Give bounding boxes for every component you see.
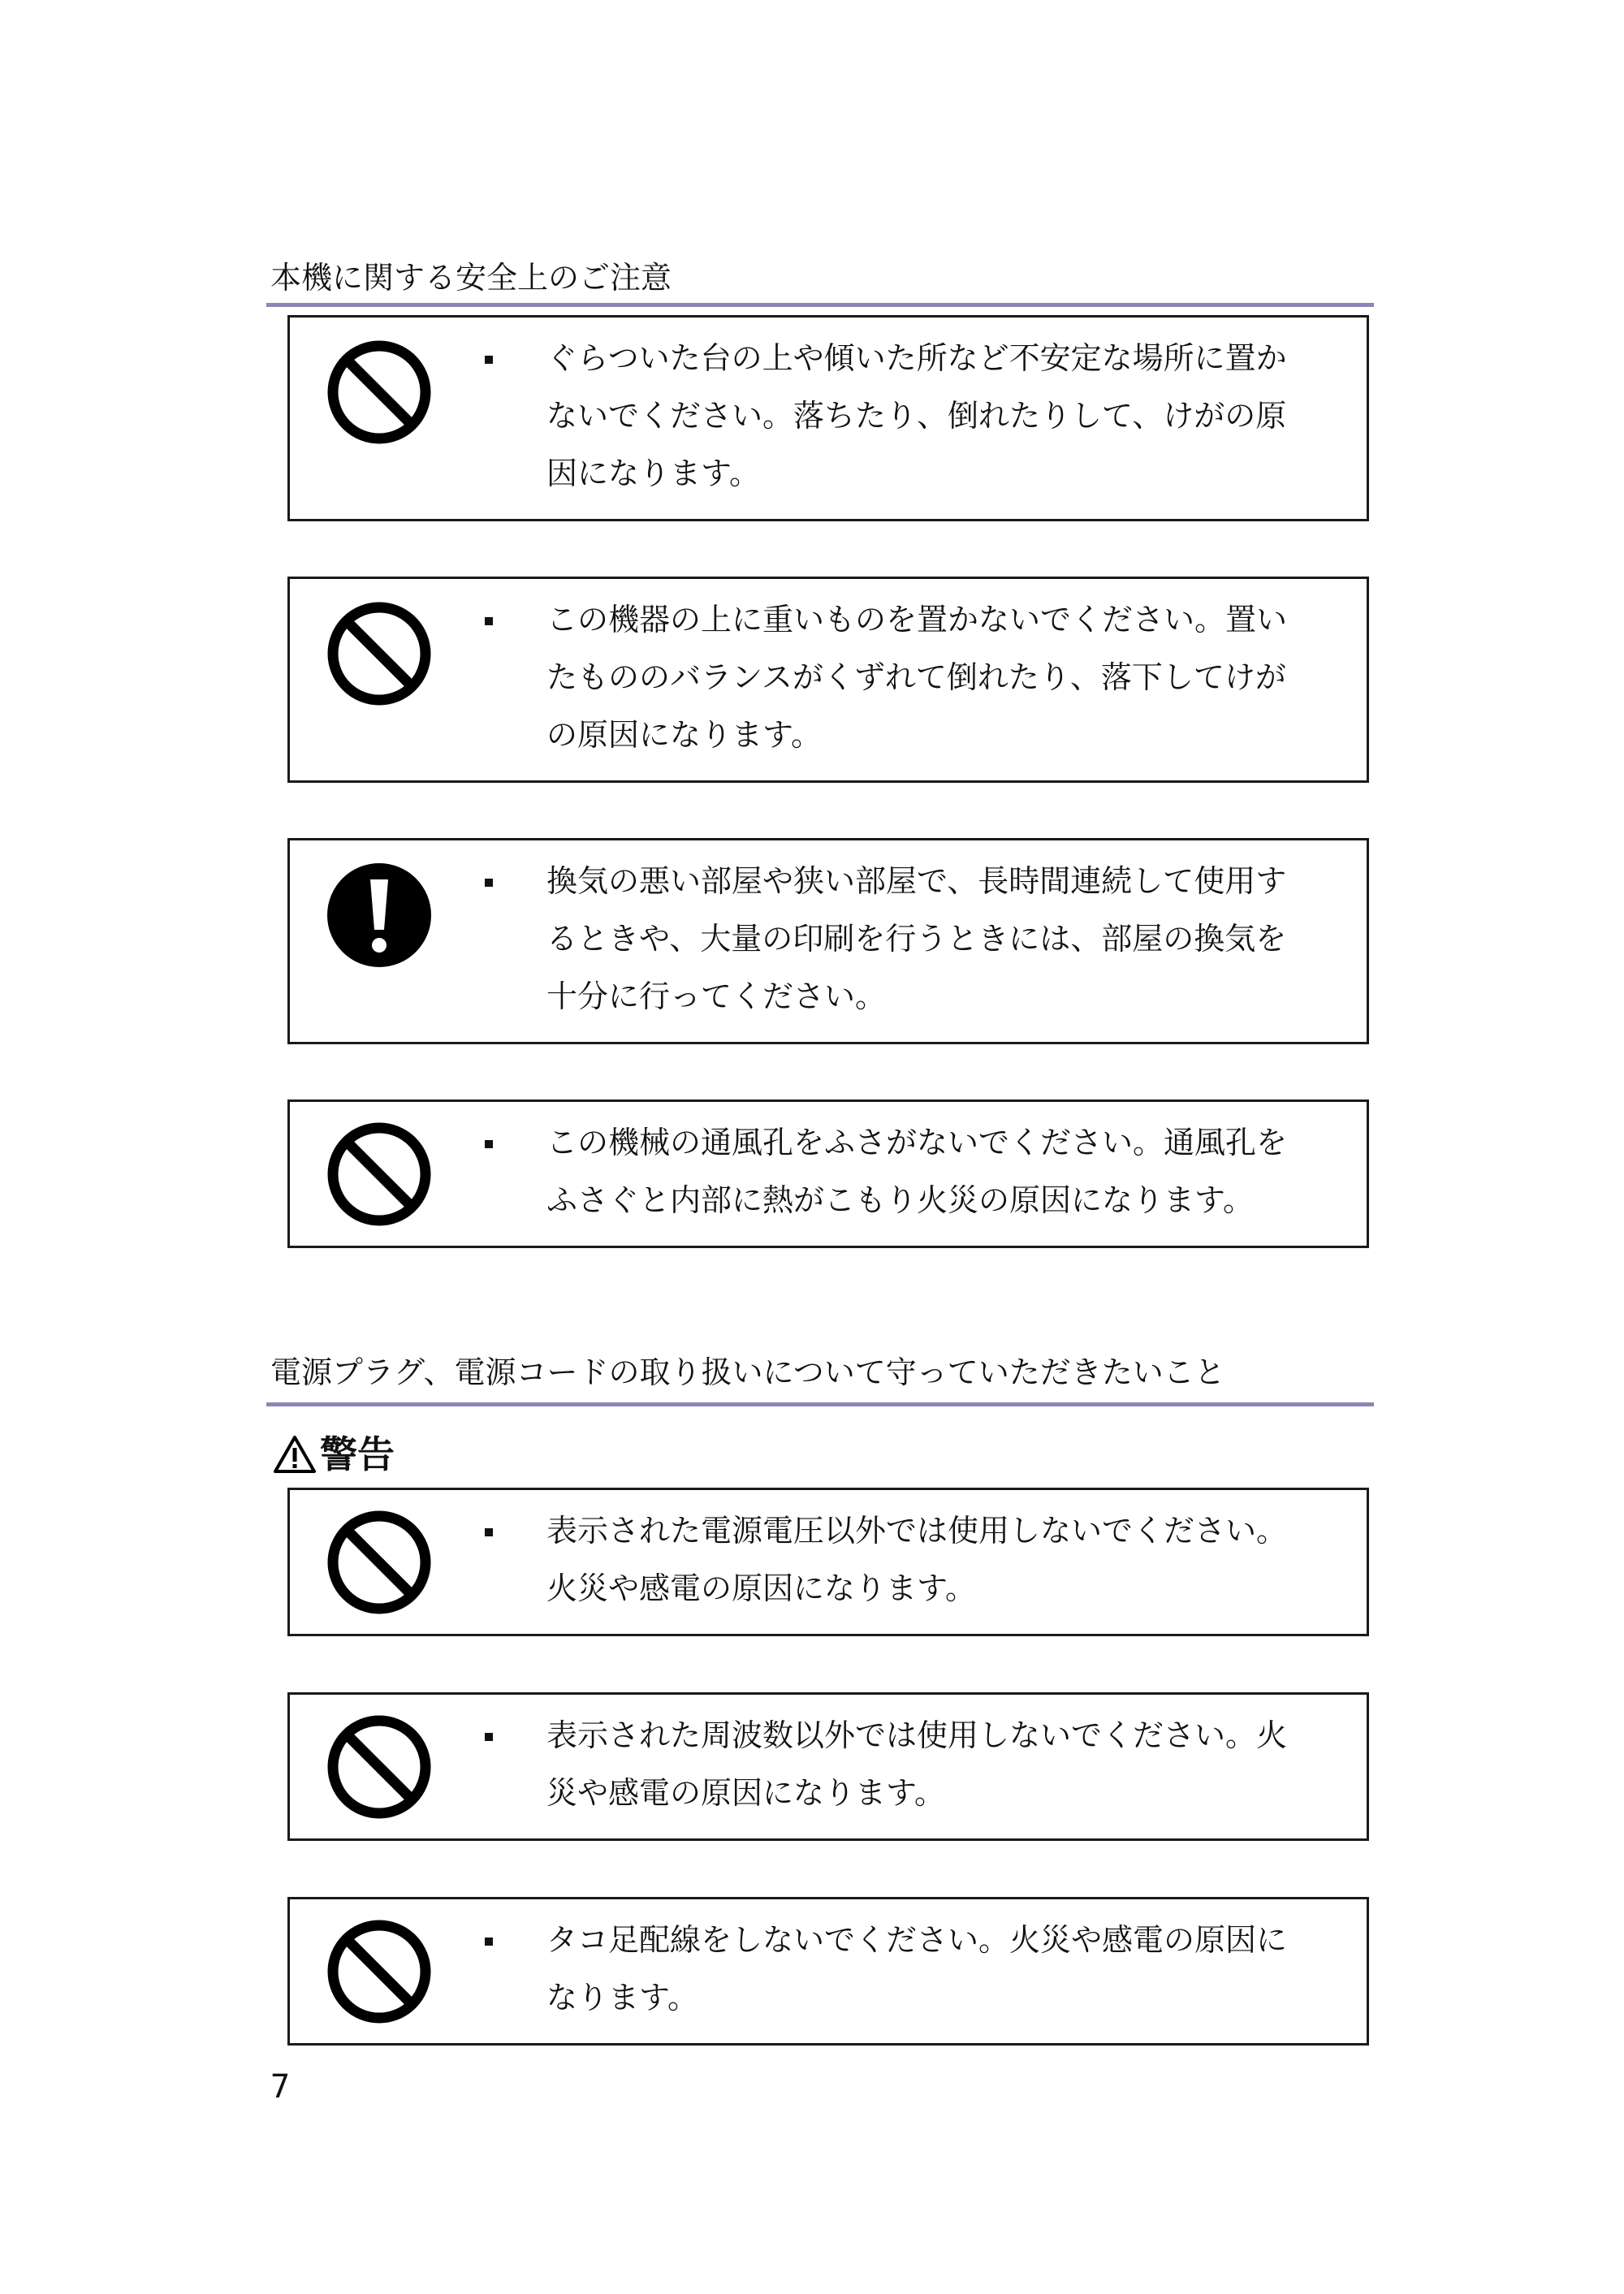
- warning-label: [273, 1430, 395, 1479]
- caution-box: [287, 315, 1369, 521]
- caution-text: この機器の上に重いものを置かないでください。置い たもののバランスがくずれて倒れたり、落下してけが の原因になります。: [546, 602, 1288, 753]
- section-heading-power: 電源プラグ、電源コードの取り扱いについて守っていただきたいこと: [270, 1354, 1225, 1390]
- prohibition-icon: [326, 1918, 433, 2025]
- caution-text: ぐらついた台の上や傾いた所など不安定な場所に置か ないでください。落ちたり、倒れたりして、けがの原 因になります。: [546, 340, 1287, 491]
- caution-box: [287, 577, 1369, 783]
- caution-text: 換気の悪い部屋や狭い部屋で、長時間連続して使用す るときや、大量の印刷を行うときには、部屋の換気を 十分に行ってください。: [546, 863, 1287, 1014]
- warning-triangle-icon: [273, 1434, 317, 1475]
- caution-text: この機械の通風孔をふさがないでください。通風孔を ふさぐと内部に熱がこもり火災の原因になります。: [546, 1125, 1288, 1218]
- warning-label-text: 警告: [320, 1432, 395, 1476]
- warning-text: 表示された電源電圧以外では使用しないでください。 火災や感電の原因になります。: [546, 1513, 1288, 1606]
- caution-box: [287, 1099, 1369, 1248]
- prohibition-icon: [326, 1713, 433, 1821]
- heading-rule: [266, 303, 1374, 307]
- warning-text: タコ足配線をしないでください。火災や感電の原因に なります。: [546, 1922, 1288, 2015]
- bullet: [485, 617, 493, 625]
- bullet: [485, 1733, 493, 1741]
- bullet: [485, 1938, 493, 1946]
- prohibition-icon: [326, 1509, 433, 1616]
- page-number: 7: [270, 2068, 291, 2106]
- warning-text: 表示された周波数以外では使用しないでください。火 災や感電の原因になります。: [546, 1717, 1288, 1811]
- mandatory-exclamation-icon: [326, 862, 433, 969]
- bullet: [485, 356, 493, 364]
- caution-box: [287, 838, 1369, 1044]
- warning-box: [287, 1692, 1369, 1841]
- prohibition-icon: [326, 1121, 433, 1228]
- warning-box: [287, 1488, 1369, 1636]
- warning-box: [287, 1897, 1369, 2046]
- bullet: [485, 1528, 493, 1536]
- bullet: [485, 879, 493, 887]
- bullet: [485, 1140, 493, 1148]
- prohibition-icon: [326, 339, 433, 446]
- prohibition-icon: [326, 600, 433, 707]
- heading-rule: [266, 1402, 1374, 1406]
- section-heading-safety: 本機に関する安全上のご注意: [270, 260, 672, 296]
